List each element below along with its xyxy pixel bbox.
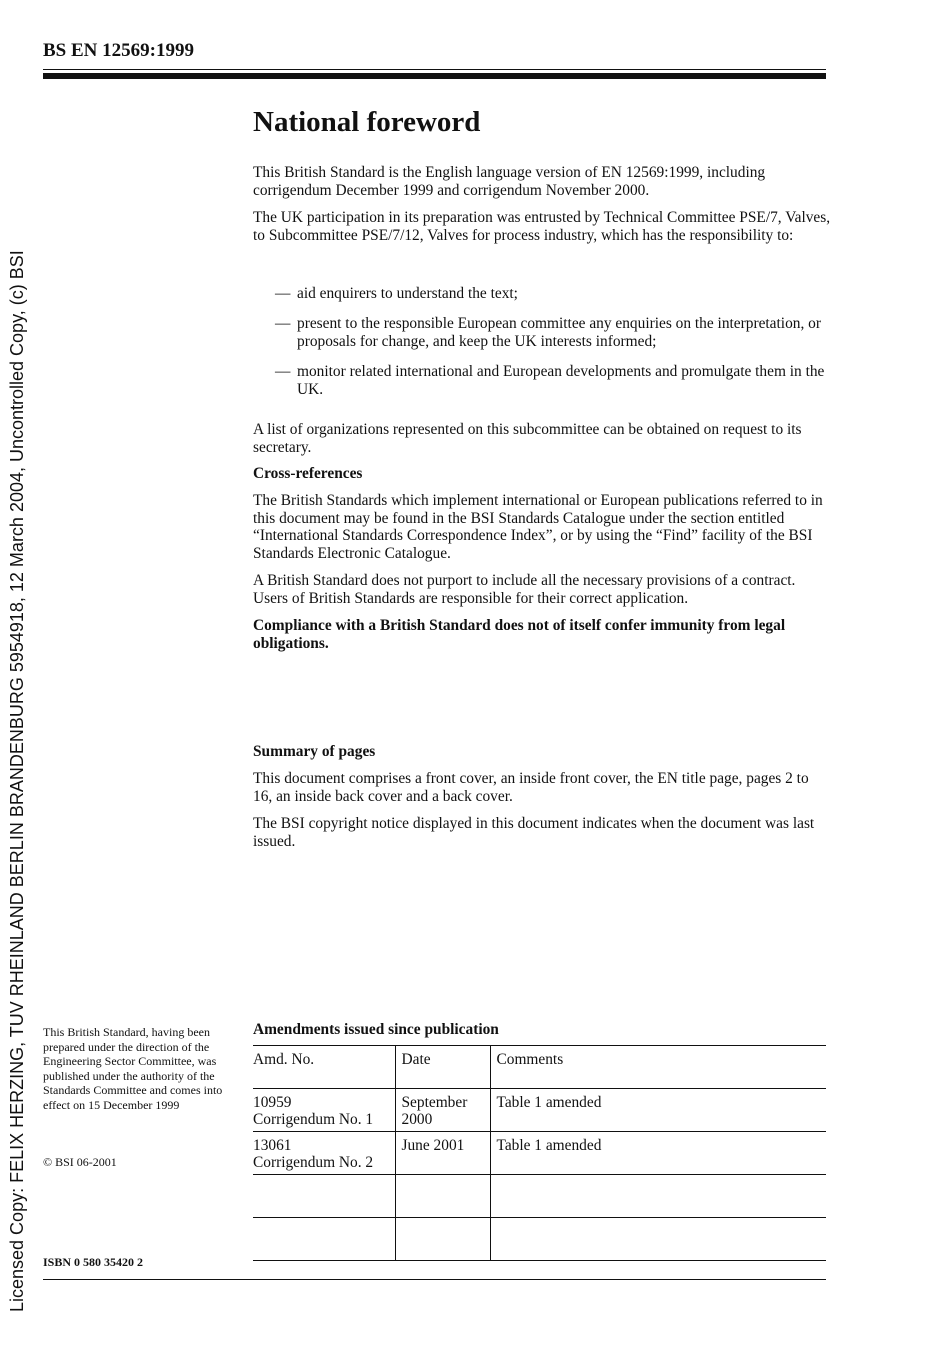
- list-item-text: aid enquirers to understand the text;: [297, 285, 518, 302]
- header-comments: Comments: [490, 1046, 826, 1089]
- empty-cell: [253, 1175, 395, 1218]
- corrigendum-label: Corrigendum No. 1: [253, 1111, 374, 1129]
- date-line: 2000: [401, 1111, 433, 1129]
- list-dash: —: [275, 363, 291, 380]
- list-item: [275, 315, 831, 350]
- amd-no-cell: [253, 1089, 395, 1132]
- comments-cell: Table 1 amended: [490, 1089, 826, 1132]
- empty-cell: [490, 1218, 826, 1261]
- comments-cell: Table 1 amended: [490, 1132, 826, 1175]
- table-row-empty: [253, 1218, 826, 1261]
- provisions-paragraph: A British Standard does not purport to include all the necessary provisions of a contract. Users of British Standards are responsible for their correct application.: [253, 572, 796, 607]
- empty-cell: [395, 1218, 490, 1261]
- list-item: [275, 363, 831, 398]
- date-line: June 2001: [401, 1137, 465, 1154]
- intro-paragraph: This British Standard is the English language version of EN 12569:1999, including corrigendum December 1999 and corrigendum November 2000.: [253, 164, 766, 199]
- table-row: [253, 1089, 826, 1132]
- compliance-statement: Compliance with a British Standard does not of itself confer immunity from legal obligations.: [253, 617, 786, 652]
- table-header-row: [253, 1046, 826, 1089]
- header-date: Date: [395, 1046, 490, 1089]
- copyright-paragraph: The BSI copyright notice displayed in this document indicates when the document was last issued.: [253, 815, 815, 850]
- list-item-text: monitor related international and European developments and promulgate them in the UK.: [297, 363, 825, 398]
- summary-heading: Summary of pages: [253, 743, 376, 760]
- publication-note: This British Standard, having been prepared under the direction of the Engineering Sector Committee, was published under the authority of the Standards Committee and comes into effect on 15 December 1999: [43, 1025, 223, 1112]
- participation-paragraph: The UK participation in its preparation was entrusted by Technical Committee PSE/7, Valves, to Subcommittee PSE/7/12, Valves for process industry, which has the responsibility to:: [253, 209, 831, 244]
- date-cell: [395, 1089, 490, 1132]
- amendments-title: Amendments issued since publication: [253, 1021, 499, 1038]
- date-line: September: [401, 1094, 468, 1111]
- list-dash: —: [275, 285, 291, 302]
- empty-cell: [395, 1175, 490, 1218]
- amd-number: 13061: [253, 1137, 292, 1154]
- header-rule-thin: [43, 69, 826, 70]
- crossref-paragraph: The British Standards which implement international or European publications referred to in this document may be found in the BSI Standards Catalogue under the section entitled “International Standards Correspondence Index”, or by using the “Find” facility of the BSI Standards Electronic Catalogue.: [253, 492, 823, 562]
- list-item: [275, 285, 831, 303]
- footer-rule: [43, 1279, 826, 1280]
- empty-cell: [253, 1218, 395, 1261]
- list-item-text: present to the responsible European committee any enquiries on the interpretation, or proposals for change, and keep the UK interests informed;: [297, 315, 821, 350]
- amd-number: 10959: [253, 1094, 292, 1111]
- empty-cell: [490, 1175, 826, 1218]
- amd-no-cell: [253, 1132, 395, 1175]
- list-dash: —: [275, 315, 291, 332]
- header-rule-thick: [43, 73, 826, 79]
- isbn: ISBN 0 580 35420 2: [43, 1255, 144, 1269]
- crossref-heading: Cross-references: [253, 465, 363, 482]
- amendments-table: [253, 1045, 826, 1261]
- table-row: [253, 1132, 826, 1175]
- page-title: National foreword: [253, 106, 481, 138]
- table-row-empty: [253, 1175, 826, 1218]
- corrigendum-label: Corrigendum No. 2: [253, 1154, 374, 1172]
- header-amd-no: Amd. No.: [253, 1046, 395, 1089]
- document-id: BS EN 12569:1999: [43, 40, 194, 61]
- license-watermark: Licensed Copy: FELIX HERZING, TUV RHEINLAND BERLIN BRANDENBURG 5954918, 12 March 2004, Uncontrolled Copy, (c) BSI: [7, 250, 27, 1312]
- organizations-note: A list of organizations represented on this subcommittee can be obtained on request to its secretary.: [253, 421, 802, 456]
- summary-paragraph: This document comprises a front cover, an inside front cover, the EN title page, pages 2 to 16, an inside back cover and a back cover.: [253, 770, 809, 805]
- bsi-copyright: © BSI 06-2001: [43, 1155, 117, 1169]
- date-cell: [395, 1132, 490, 1175]
